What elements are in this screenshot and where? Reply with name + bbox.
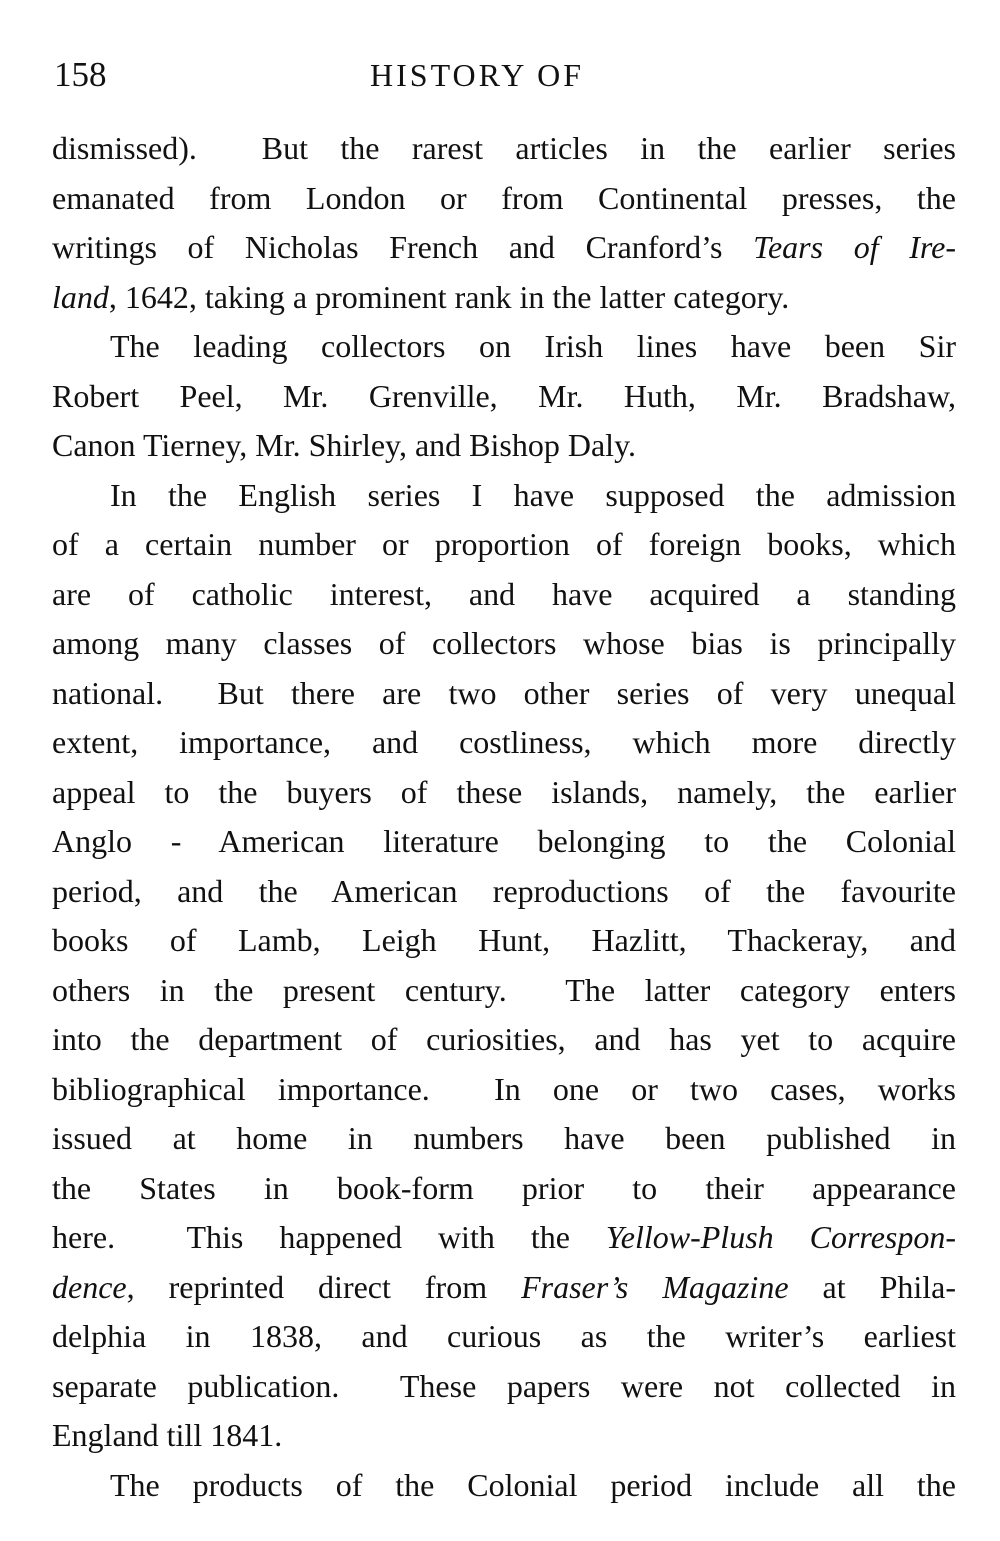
text-line-20: bibliographical importance. In one or two cases, works bbox=[52, 1070, 956, 1107]
running-title: HISTORY OF bbox=[370, 57, 585, 93]
text-line-21: issued at home in numbers have been published in bbox=[52, 1120, 956, 1156]
running-head bbox=[54, 50, 954, 100]
page-number: 158 bbox=[54, 55, 107, 94]
text-line-7: Canon Tierney, Mr. Shirley, and Bishop Daly. bbox=[52, 427, 636, 463]
text-line-26: separate publication. These papers were not collected in bbox=[52, 1367, 956, 1404]
text-line-11: among many classes of collectors whose bias is principally bbox=[52, 625, 956, 661]
text-line-13: extent, importance, and costliness, which more directly bbox=[52, 724, 956, 760]
text-line-4: land, 1642, taking a prominent rank in the latter category. bbox=[52, 278, 790, 315]
text-line-10: are of catholic interest, and have acquired a standing bbox=[52, 575, 956, 612]
text-line-16: period, and the American reproductions of the favourite bbox=[52, 872, 956, 909]
text-line-2: emanated from London or from Continental presses, the bbox=[52, 179, 956, 216]
text-line-8: In the English series I have supposed the admission bbox=[110, 476, 956, 513]
text-line-22: the States in book-form prior to their appearance bbox=[52, 1169, 956, 1206]
text-line-24: dence, reprinted direct from Fraser’s Magazine at Phila- bbox=[52, 1268, 956, 1305]
text-line-1: dismissed). But the rarest articles in the earlier series bbox=[52, 130, 956, 166]
text-line-14: appeal to the buyers of these islands, namely, the earlier bbox=[52, 773, 956, 810]
text-line-9: of a certain number or proportion of foreign books, which bbox=[52, 526, 956, 562]
text-line-28: The products of the Colonial period include all the bbox=[110, 1466, 956, 1503]
text-line-5: The leading collectors on Irish lines have been Sir bbox=[110, 328, 956, 364]
text-line-19: into the department of curiosities, and has yet to acquire bbox=[52, 1021, 956, 1057]
text-line-17: books of Lamb, Leigh Hunt, Hazlitt, Thackeray, and bbox=[52, 922, 956, 958]
text-line-6: Robert Peel, Mr. Grenville, Mr. Huth, Mr. Bradshaw, bbox=[52, 377, 956, 414]
text-line-25: delphia in 1838, and curious as the writer’s earliest bbox=[52, 1318, 956, 1354]
text-line-15: Anglo - American literature belonging to the Colonial bbox=[52, 823, 956, 859]
body-text bbox=[52, 124, 956, 1510]
text-line-27: England till 1841. bbox=[52, 1417, 283, 1453]
text-line-12: national. But there are two other series of very unequal bbox=[52, 674, 956, 711]
text-line-18: others in the present century. The latter category enters bbox=[52, 971, 956, 1008]
text-line-23: here. This happened with the Yellow-Plush Correspon- bbox=[52, 1219, 956, 1255]
text-line-3: writings of Nicholas French and Cranford’s Tears of Ire- bbox=[52, 229, 956, 265]
